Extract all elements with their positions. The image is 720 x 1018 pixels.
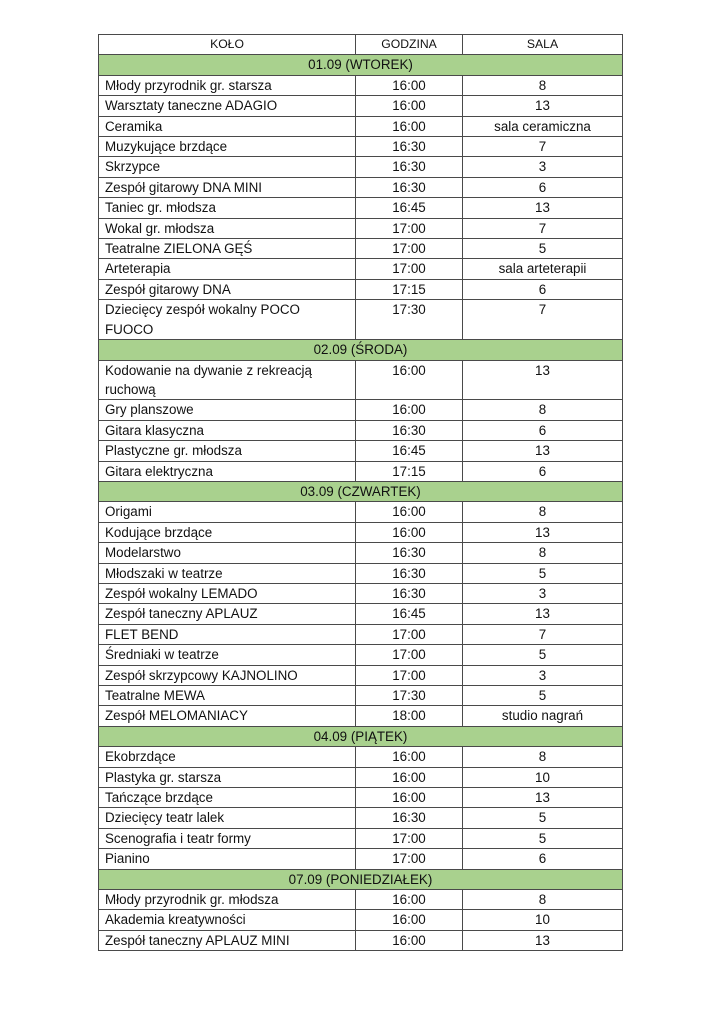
- day-header-row: [99, 481, 623, 501]
- header-godzina: GODZINA: [356, 35, 463, 55]
- room-cell: 10: [463, 767, 623, 787]
- time-cell: 16:00: [356, 890, 463, 910]
- activity-name-cell: Taniec gr. młodsza: [99, 198, 356, 218]
- time-cell: 17:00: [356, 239, 463, 259]
- room-cell: 3: [463, 157, 623, 177]
- day-header-row: [99, 340, 623, 360]
- time-cell: 18:00: [356, 706, 463, 726]
- time-cell: 17:30: [356, 300, 463, 340]
- table-row: [99, 767, 623, 787]
- activity-name-cell: Średniaki w teatrze: [99, 645, 356, 665]
- room-cell: 8: [463, 890, 623, 910]
- room-cell: 6: [463, 420, 623, 440]
- table-row: [99, 96, 623, 116]
- activity-name-cell: Wokal gr. młodsza: [99, 218, 356, 238]
- activity-name-cell: Teatralne MEWA: [99, 686, 356, 706]
- activity-name-cell: Ekobrzdące: [99, 747, 356, 767]
- activity-name-cell: Origami: [99, 502, 356, 522]
- time-cell: 16:00: [356, 747, 463, 767]
- day-header-label: 03.09 (CZWARTEK): [99, 481, 623, 501]
- room-cell: 5: [463, 239, 623, 259]
- table-row: [99, 849, 623, 869]
- room-cell: 5: [463, 563, 623, 583]
- activity-name-cell: Modelarstwo: [99, 543, 356, 563]
- activity-name-cell: Teatralne ZIELONA GĘŚ: [99, 239, 356, 259]
- table-row: [99, 890, 623, 910]
- time-cell: 17:00: [356, 624, 463, 644]
- time-cell: 16:00: [356, 116, 463, 136]
- room-cell: 3: [463, 583, 623, 603]
- room-cell: 10: [463, 910, 623, 930]
- activity-name-cell: Młody przyrodnik gr. młodsza: [99, 890, 356, 910]
- activity-name-cell: Skrzypce: [99, 157, 356, 177]
- activity-name-cell: Gitara elektryczna: [99, 461, 356, 481]
- table-row: [99, 75, 623, 95]
- time-cell: 16:00: [356, 400, 463, 420]
- day-header-label: 01.09 (WTOREK): [99, 55, 623, 75]
- activity-name-cell: Młodszaki w teatrze: [99, 563, 356, 583]
- table-row: [99, 157, 623, 177]
- time-cell: 16:00: [356, 930, 463, 950]
- room-cell: 5: [463, 686, 623, 706]
- table-row: [99, 645, 623, 665]
- room-cell: 13: [463, 198, 623, 218]
- activity-name-cell: Scenografia i teatr formy: [99, 828, 356, 848]
- activity-name-cell: Zespół taneczny APLAUZ MINI: [99, 930, 356, 950]
- room-cell: 13: [463, 441, 623, 461]
- table-row: [99, 583, 623, 603]
- activity-name-cell: Dziecięcy zespół wokalny POCO FUOCO: [99, 300, 356, 340]
- time-cell: 16:00: [356, 767, 463, 787]
- table-row: [99, 300, 623, 340]
- activity-name-cell: Gry planszowe: [99, 400, 356, 420]
- table-row: [99, 116, 623, 136]
- activity-name-cell: Kodowanie na dywanie z rekreacją ruchową: [99, 360, 356, 400]
- room-cell: studio nagrań: [463, 706, 623, 726]
- activity-name-cell: Akademia kreatywności: [99, 910, 356, 930]
- room-cell: 7: [463, 218, 623, 238]
- time-cell: 17:30: [356, 686, 463, 706]
- room-cell: 13: [463, 788, 623, 808]
- time-cell: 16:00: [356, 360, 463, 400]
- room-cell: 5: [463, 645, 623, 665]
- activity-name-cell: Kodujące brzdące: [99, 522, 356, 542]
- table-row: [99, 808, 623, 828]
- schedule-body: [99, 55, 623, 951]
- day-header-row: [99, 55, 623, 75]
- time-cell: 16:00: [356, 788, 463, 808]
- table-row: [99, 502, 623, 522]
- table-row: [99, 563, 623, 583]
- room-cell: 8: [463, 747, 623, 767]
- activity-name-cell: Zespół taneczny APLAUZ: [99, 604, 356, 624]
- time-cell: 16:30: [356, 137, 463, 157]
- activity-name-cell: Dziecięcy teatr lalek: [99, 808, 356, 828]
- time-cell: 16:30: [356, 420, 463, 440]
- activity-name-cell: Młody przyrodnik gr. starsza: [99, 75, 356, 95]
- table-row: [99, 665, 623, 685]
- table-row: [99, 441, 623, 461]
- room-cell: 13: [463, 522, 623, 542]
- table-row: [99, 461, 623, 481]
- table-row: [99, 177, 623, 197]
- activity-name-cell: Zespół MELOMANIACY: [99, 706, 356, 726]
- table-row: [99, 239, 623, 259]
- table-row: [99, 930, 623, 950]
- room-cell: sala arteterapii: [463, 259, 623, 279]
- room-cell: 8: [463, 502, 623, 522]
- activity-name-cell: Ceramika: [99, 116, 356, 136]
- table-row: [99, 543, 623, 563]
- time-cell: 16:00: [356, 502, 463, 522]
- room-cell: 13: [463, 604, 623, 624]
- activity-name-cell: Muzykujące brzdące: [99, 137, 356, 157]
- table-row: [99, 259, 623, 279]
- activity-name-cell: Plastyczne gr. młodsza: [99, 441, 356, 461]
- time-cell: 17:15: [356, 461, 463, 481]
- time-cell: 16:00: [356, 522, 463, 542]
- time-cell: 17:15: [356, 279, 463, 299]
- time-cell: 16:45: [356, 441, 463, 461]
- time-cell: 16:00: [356, 75, 463, 95]
- time-cell: 17:00: [356, 849, 463, 869]
- table-row: [99, 400, 623, 420]
- table-row: [99, 420, 623, 440]
- room-cell: 6: [463, 461, 623, 481]
- activity-name-cell: Pianino: [99, 849, 356, 869]
- table-row: [99, 624, 623, 644]
- time-cell: 16:30: [356, 563, 463, 583]
- time-cell: 17:00: [356, 259, 463, 279]
- room-cell: 5: [463, 828, 623, 848]
- room-cell: 8: [463, 543, 623, 563]
- schedule-sheet: [98, 34, 622, 951]
- table-row: [99, 137, 623, 157]
- table-row: [99, 788, 623, 808]
- time-cell: 16:30: [356, 177, 463, 197]
- activity-name-cell: Tańczące brzdące: [99, 788, 356, 808]
- room-cell: 13: [463, 96, 623, 116]
- activity-name-cell: Gitara klasyczna: [99, 420, 356, 440]
- header-kolo: KOŁO: [99, 35, 356, 55]
- activity-name-cell: Warsztaty taneczne ADAGIO: [99, 96, 356, 116]
- table-row: [99, 910, 623, 930]
- activity-name-cell: Zespół skrzypcowy KAJNOLINO: [99, 665, 356, 685]
- day-header-row: [99, 869, 623, 889]
- time-cell: 17:00: [356, 218, 463, 238]
- table-row: [99, 522, 623, 542]
- schedule-table: [98, 34, 623, 951]
- activity-name-cell: Plastyka gr. starsza: [99, 767, 356, 787]
- day-header-label: 04.09 (PIĄTEK): [99, 726, 623, 746]
- activity-name-cell: Zespół gitarowy DNA MINI: [99, 177, 356, 197]
- room-cell: 6: [463, 177, 623, 197]
- time-cell: 16:30: [356, 157, 463, 177]
- time-cell: 17:00: [356, 645, 463, 665]
- table-row: [99, 218, 623, 238]
- activity-name-cell: Zespół gitarowy DNA: [99, 279, 356, 299]
- time-cell: 16:45: [356, 198, 463, 218]
- table-row: [99, 279, 623, 299]
- time-cell: 16:00: [356, 96, 463, 116]
- time-cell: 16:30: [356, 543, 463, 563]
- table-row: [99, 604, 623, 624]
- table-row: [99, 686, 623, 706]
- table-row: [99, 828, 623, 848]
- header-row: [99, 35, 623, 55]
- day-header-label: 02.09 (ŚRODA): [99, 340, 623, 360]
- room-cell: 13: [463, 930, 623, 950]
- time-cell: 17:00: [356, 828, 463, 848]
- time-cell: 16:00: [356, 910, 463, 930]
- activity-name-cell: Zespół wokalny LEMADO: [99, 583, 356, 603]
- table-row: [99, 747, 623, 767]
- room-cell: 13: [463, 360, 623, 400]
- header-sala: SALA: [463, 35, 623, 55]
- room-cell: sala ceramiczna: [463, 116, 623, 136]
- room-cell: 8: [463, 75, 623, 95]
- room-cell: 7: [463, 300, 623, 340]
- room-cell: 6: [463, 279, 623, 299]
- time-cell: 16:30: [356, 808, 463, 828]
- room-cell: 7: [463, 624, 623, 644]
- room-cell: 7: [463, 137, 623, 157]
- day-header-row: [99, 726, 623, 746]
- time-cell: 17:00: [356, 665, 463, 685]
- table-row: [99, 706, 623, 726]
- room-cell: 8: [463, 400, 623, 420]
- table-row: [99, 198, 623, 218]
- day-header-label: 07.09 (PONIEDZIAŁEK): [99, 869, 623, 889]
- time-cell: 16:30: [356, 583, 463, 603]
- room-cell: 3: [463, 665, 623, 685]
- activity-name-cell: Arteterapia: [99, 259, 356, 279]
- time-cell: 16:45: [356, 604, 463, 624]
- room-cell: 5: [463, 808, 623, 828]
- activity-name-cell: FLET BEND: [99, 624, 356, 644]
- table-row: [99, 360, 623, 400]
- room-cell: 6: [463, 849, 623, 869]
